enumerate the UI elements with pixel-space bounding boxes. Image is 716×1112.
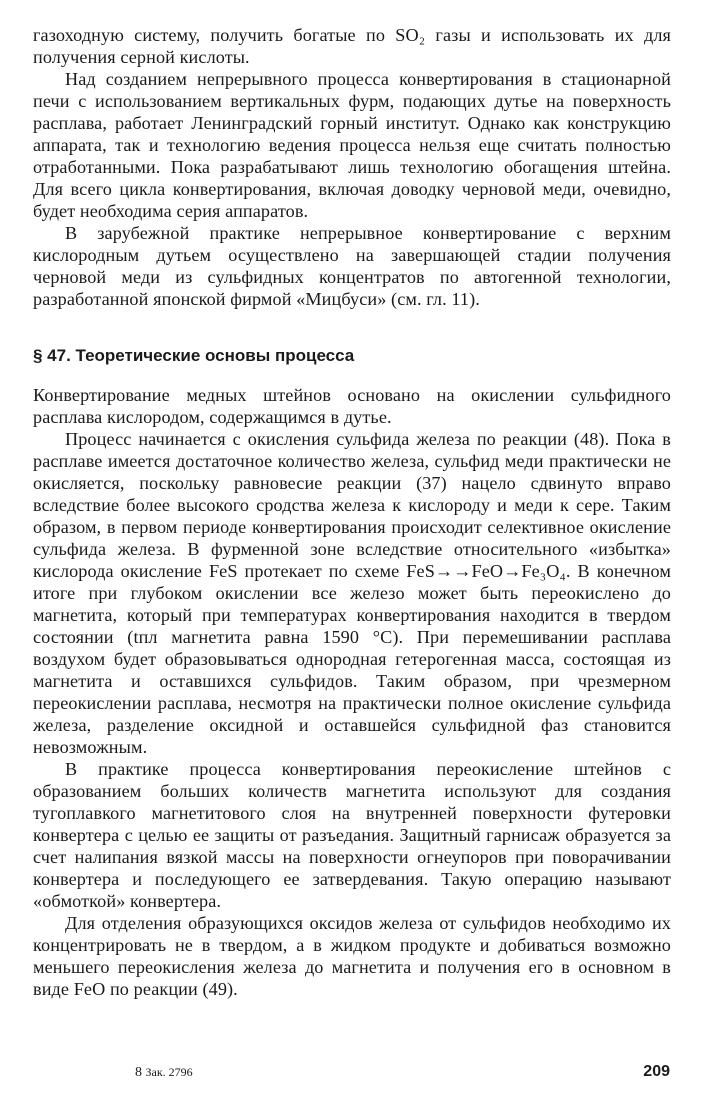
page-number: 209: [643, 1063, 670, 1080]
page-body: [33, 24, 671, 1000]
printing-signature: [135, 1065, 193, 1081]
paragraph-5: Процесс начинается с окисления сульфида железа по реакции (48). Пока в расплаве имеется достаточное количество железа, сульфид меди практически не окисляется, поскольку равновесие реакции (37) нацело сдвинуто вправо вследствие более высокого сродства железа к кислороду и меди к сере. Таким образом, в первом периоде конвертирования происходит селективное окисление сульфида железа. В фурменной зоне вследствие относительного «избытка» кислорода окисление FeS протекает по схеме FeS→→FeO→Fe₃O₄. В конечном итоге при глубоком окислении все железо может быть переокислено до магнетита, который при температурах конвертирования находится в твердом состоянии (tпл магнетита равна 1590 °C). При перемешивании расплава воздухом будет образовываться однородная гетерогенная масса, состоящая из магнетита и оставшихся сульфидов. Таким образом, при чрезмерном переокислении расплава, несмотря на практически полное окисление сульфида железа, разделение оксидной и оставшейся сульфидной фаз становится невозможным.: [33, 429, 671, 757]
paragraph-6: В практике процесса конвертирования переокисление штейнов с образованием больших количеств магнетита используют для создания тугоплавкого магнетитового слоя на внутренней поверхности футеровки конвертера с целью ее защиты от разъедания. Защитный гарнисаж образуется за счет налипания вязкой массы на поверхности огнеупоров при поворачивании конвертера и последующего ее затвердевания. Такую операцию называют «обмоткой» конвертера.: [33, 759, 671, 911]
page-footer: [0, 1063, 716, 1087]
paragraph-3: В зарубежной практике непрерывное конвертирование с верхним кислородным дутьем осуществлено на завершающей стадии получения черновой меди из сульфидных концентратов по автогенной технологии, разработанной японской фирмой «Мицбуси» (см. гл. 11).: [33, 223, 671, 309]
signature-order: Зак. 2796: [145, 1065, 193, 1079]
signature-number: 8: [135, 1065, 142, 1080]
paragraph-4: Конвертирование медных штейнов основано на окислении сульфидного расплава кислородом, содержащимся в дутье.: [33, 385, 671, 427]
section-heading: § 47. Теоретические основы процесса: [33, 346, 355, 365]
paragraph-7: Для отделения образующихся оксидов железа от сульфидов необходимо их концентрировать не в твердом, а в жидком продукте и добиваться возможно меньшего переокисления железа до магнетита и получения его в основном в виде FeO по реакции (49).: [33, 913, 671, 999]
paragraph-2: Над созданием непрерывного процесса конвертирования в стационарной печи с использованием вертикальных фурм, подающих дутье на поверхность расплава, работает Ленинградский горный институт. Однако как конструкцию аппарата, так и технологию ведения процесса нельзя еще считать полностью отработанными. Пока разрабатывают лишь технологию обогащения штейна. Для всего цикла конвертирования, включая доводку черновой меди, очевидно, будет необходима серия аппаратов.: [33, 69, 671, 221]
paragraph-1: газоходную систему, получить богатые по SO₂ газы и использовать их для получения серной кислоты.: [33, 25, 671, 67]
